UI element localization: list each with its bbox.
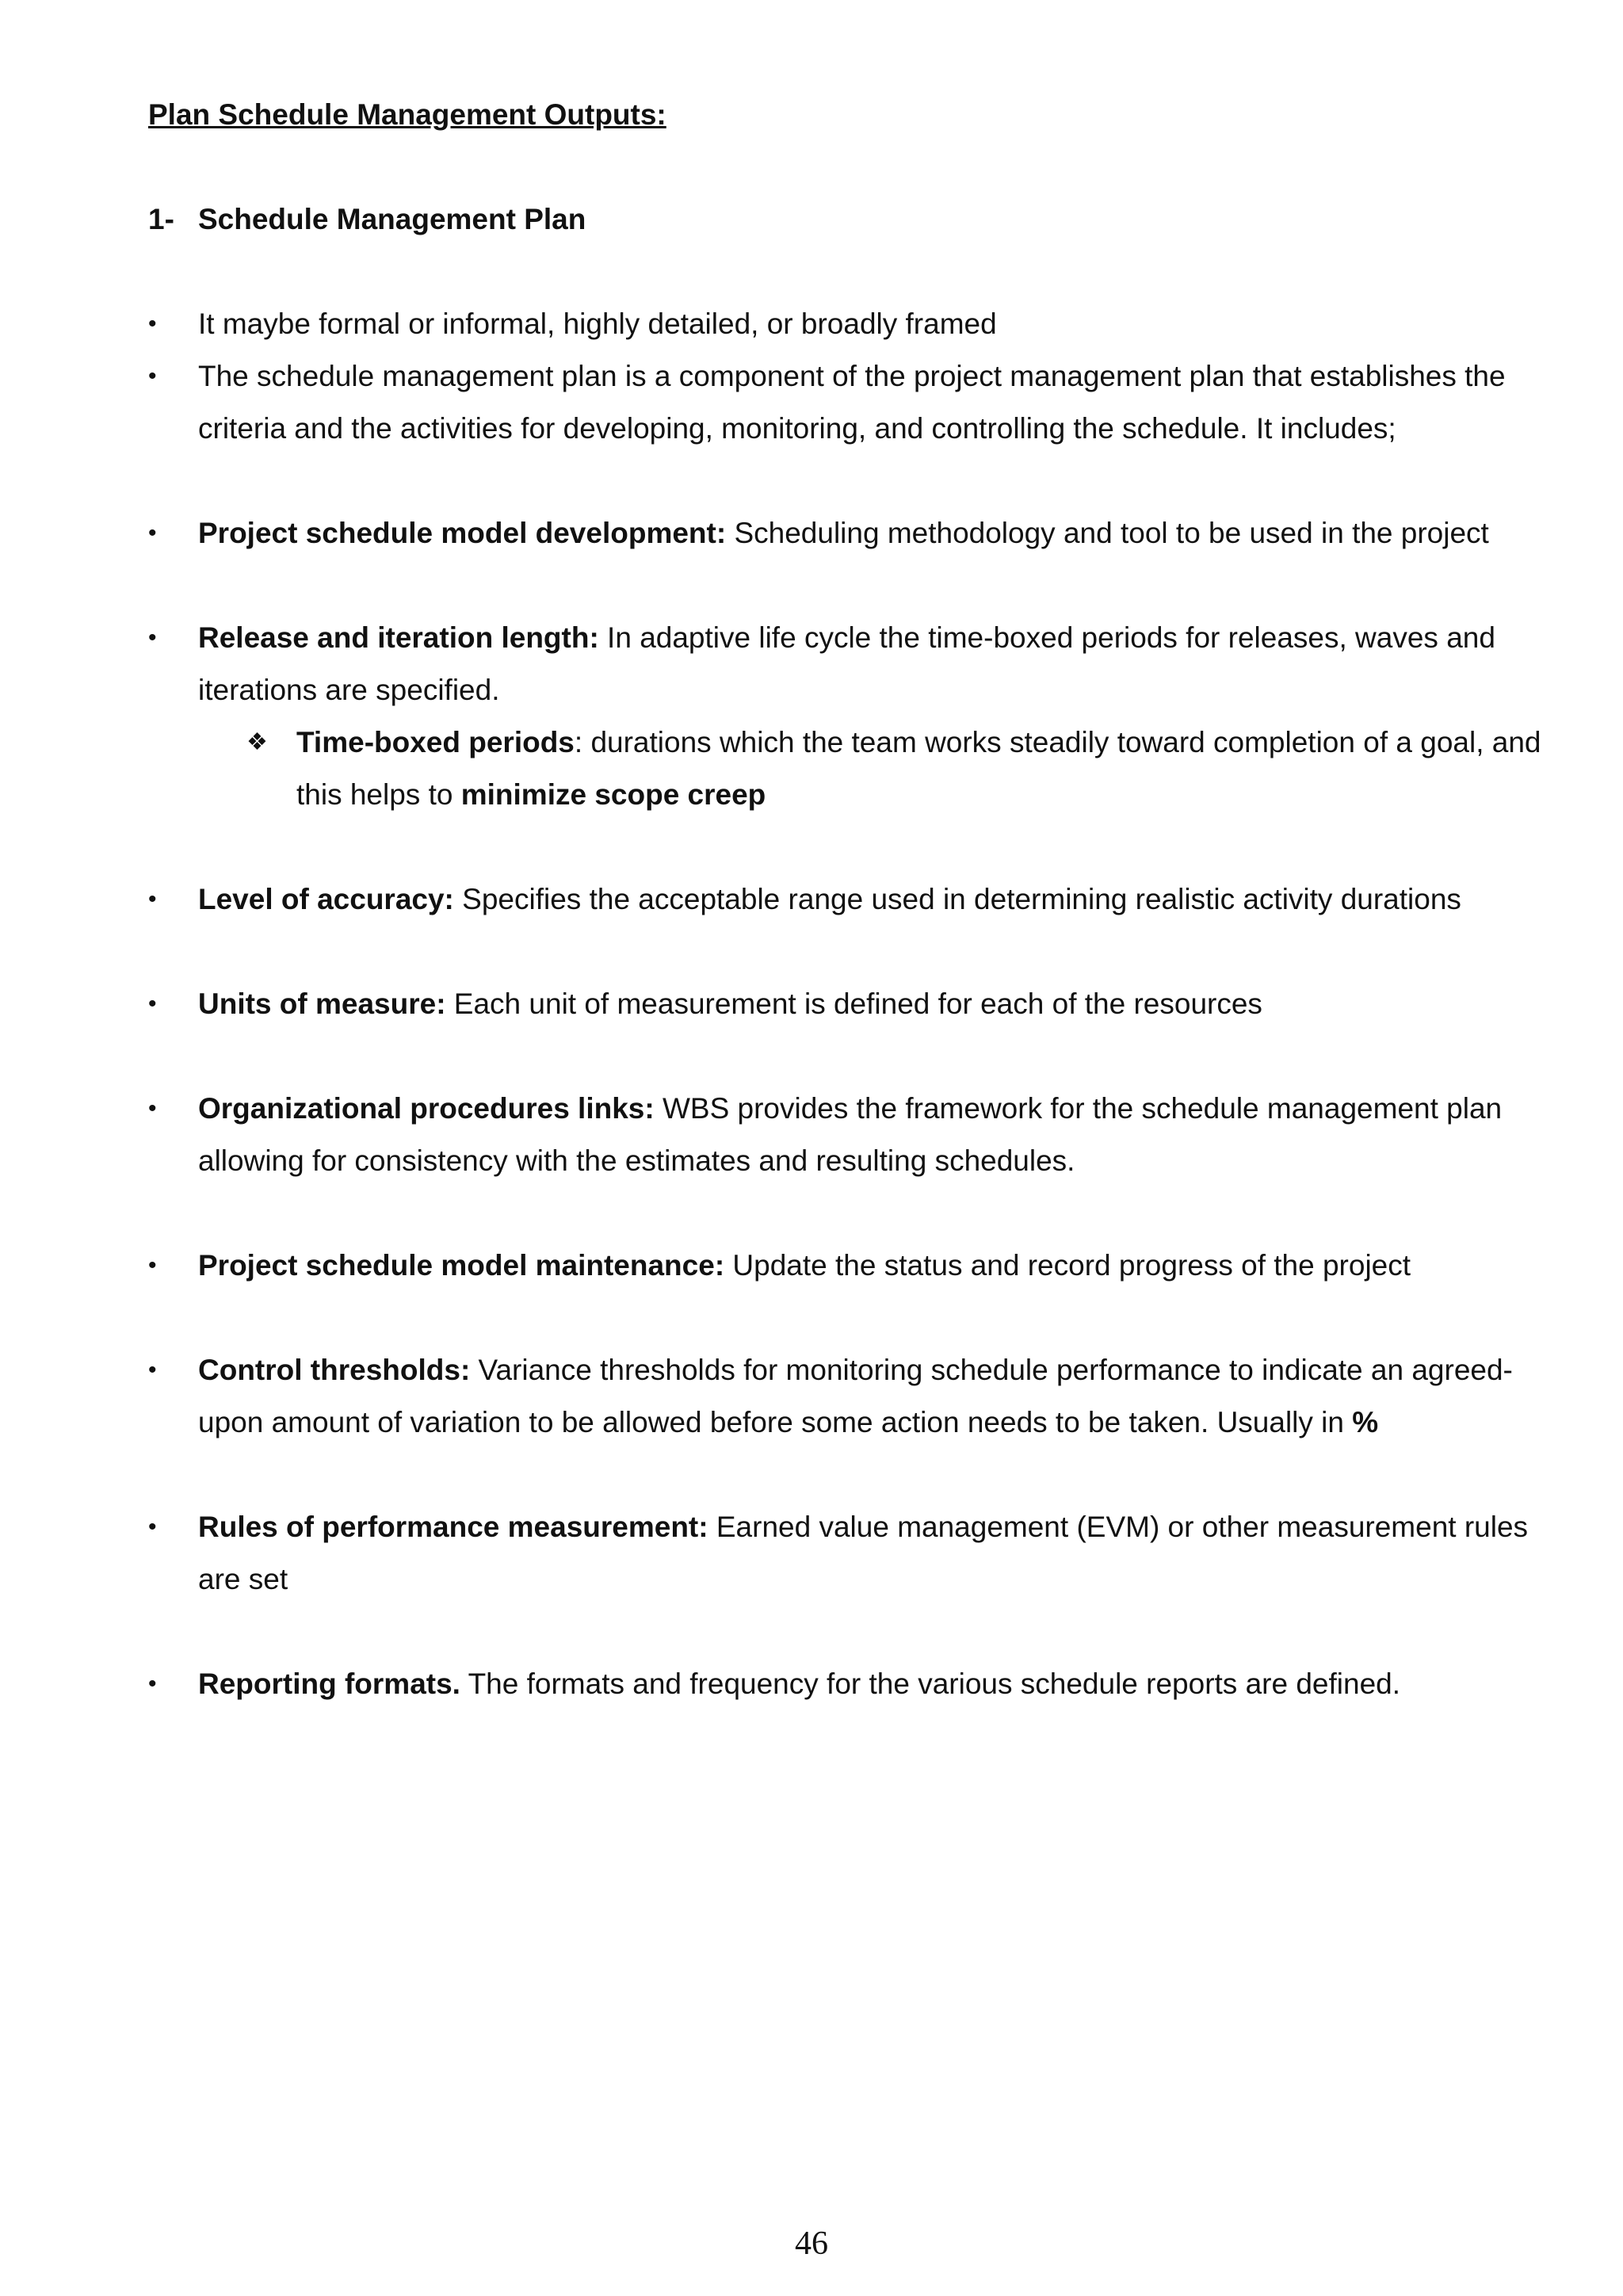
intro-list	[148, 298, 1543, 455]
bullet-icon: •	[148, 1095, 157, 1121]
bullet-icon: •	[148, 991, 157, 1017]
item-term: Reporting formats.	[198, 1668, 460, 1700]
item-description: In adaptive life cycle the time-boxed periods for releases, waves and iterations are specified.	[198, 621, 1495, 706]
item-term: Control thresholds:	[198, 1354, 471, 1386]
item-description: Specifies the acceptable range used in determining realistic activity durations	[453, 883, 1461, 915]
list-item	[148, 1658, 1543, 1710]
list-item	[148, 1083, 1543, 1187]
item-emphasis: %	[1352, 1406, 1379, 1438]
bullet-icon: •	[148, 363, 157, 389]
section-title	[148, 193, 1543, 246]
item-term: Project schedule model development:	[198, 517, 727, 549]
item-description: Update the status and record progress of the project	[724, 1249, 1411, 1282]
bullet-icon: •	[148, 520, 157, 546]
list-item	[148, 350, 1543, 455]
list-item	[148, 1240, 1543, 1292]
page-number: 46	[795, 2225, 828, 2262]
item-term: Units of measure:	[198, 988, 446, 1020]
list-item	[148, 978, 1543, 1030]
item-description: Variance thresholds for monitoring schedule performance to indicate an agreed-upon amount of variation to be allowed before some action needs to be taken. Usually in	[198, 1354, 1513, 1438]
bullet-icon: •	[148, 886, 157, 912]
item-description: Each unit of measurement is defined for each of the resources	[445, 988, 1262, 1020]
page-heading: Plan Schedule Management Outputs:	[148, 98, 666, 131]
page-content	[148, 89, 1543, 1710]
sub-list-item	[246, 716, 1543, 821]
list-item	[148, 1501, 1543, 1606]
item-description: The formats and frequency for the various schedule reports are defined.	[460, 1668, 1401, 1700]
sub-item-emphasis: minimize scope creep	[460, 778, 766, 811]
sub-item-term: Time-boxed periods	[296, 726, 575, 758]
list-item	[148, 298, 1543, 350]
item-term: Organizational procedures links:	[198, 1092, 655, 1125]
list-item	[148, 1344, 1543, 1449]
diamond-bullet-icon: ❖	[246, 729, 268, 755]
list-item	[148, 612, 1543, 821]
bullet-icon: •	[148, 1252, 157, 1278]
item-description: Scheduling methodology and tool to be used in the project	[726, 517, 1489, 549]
bullet-icon: •	[148, 1671, 157, 1697]
list-item	[148, 873, 1543, 926]
item-description: WBS provides the framework for the schedule management plan allowing for consistency with the estimates and resulting schedules.	[198, 1092, 1503, 1177]
bullet-icon: •	[148, 311, 157, 337]
item-term: Release and iteration length:	[198, 621, 599, 654]
bullet-icon: •	[148, 625, 157, 651]
item-description: Earned value management (EVM) or other measurement rules are set	[198, 1511, 1529, 1595]
item-term: Project schedule model maintenance:	[198, 1249, 725, 1282]
item-term: Rules of performance measurement:	[198, 1511, 708, 1543]
bullet-icon: •	[148, 1357, 157, 1383]
list-item	[148, 507, 1543, 560]
section-number: 1-	[148, 203, 174, 235]
list-item-text: The schedule management plan is a component of the project management plan that establishes the criteria and the activities for developing, monitoring, and controlling the schedule. It includes;	[198, 360, 1506, 445]
sub-item-description: : durations which the team works steadily toward completion of a goal, and this helps to	[296, 726, 1541, 811]
section-title-text: Schedule Management Plan	[198, 203, 586, 235]
list-item-text: It maybe formal or informal, highly detailed, or broadly framed	[198, 308, 997, 340]
bullet-icon: •	[148, 1514, 157, 1540]
item-term: Level of accuracy:	[198, 883, 454, 915]
